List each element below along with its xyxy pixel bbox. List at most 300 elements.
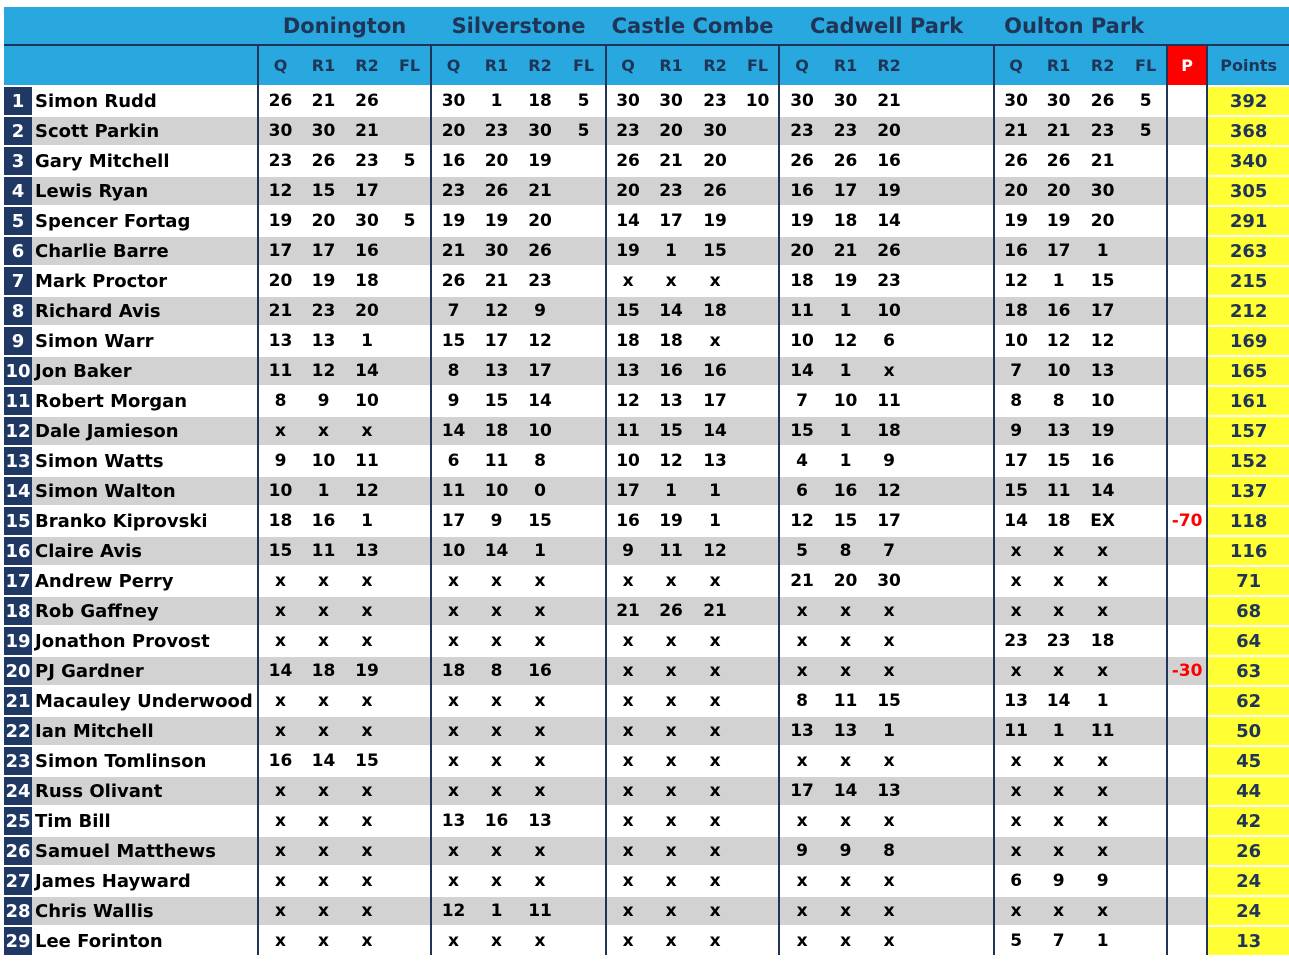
donington-result-cell: x [302,716,345,746]
castle-combe-result-cell [737,236,779,266]
cadwell-park-result-cell: 10 [824,386,867,416]
donington-result-cell: 11 [258,356,302,386]
castle-combe-result-cell [737,566,779,596]
silverstone-result-cell: 1 [475,896,518,926]
points-cell: 44 [1207,776,1289,806]
table-row [4,926,1289,955]
silverstone-result-cell: 23 [431,176,475,206]
castle-combe-result-cell [737,866,779,896]
castle-combe-result-cell: x [693,716,737,746]
oulton-park-result-cell: 14 [1037,686,1080,716]
silverstone-result-cell: 15 [431,326,475,356]
castle-combe-result-cell: x [649,746,693,776]
oulton-park-result-cell: 1 [1080,926,1125,955]
donington-result-cell: x [302,806,345,836]
castle-combe-result-cell [737,686,779,716]
penalty-cell [1167,716,1207,746]
donington-result-cell: 13 [258,326,302,356]
oulton-park-result-cell: x [1080,536,1125,566]
oulton-park-result-cell: 19 [1037,206,1080,236]
oulton-park-result-cell: 23 [1080,116,1125,146]
cadwell-park-blank-cell [911,206,994,236]
position-cell: 1 [4,86,32,116]
cadwell-park-result-cell: 21 [779,566,824,596]
standings-table [4,7,1289,955]
points-cell: 263 [1207,236,1289,266]
donington-result-cell [389,176,431,206]
donington-result-cell: 17 [345,176,389,206]
penalty-cell [1167,206,1207,236]
oulton-park-result-cell: x [1080,656,1125,686]
col-donington-q: Q [258,45,302,86]
castle-combe-result-cell: 17 [606,476,649,506]
castle-combe-result-cell: 13 [606,356,649,386]
driver-name-cell: Scott Parkin [32,116,258,146]
donington-result-cell: x [258,716,302,746]
penalty-cell [1167,176,1207,206]
cadwell-park-result-cell: 19 [779,206,824,236]
silverstone-result-cell: x [431,596,475,626]
silverstone-result-cell: x [475,716,518,746]
castle-combe-result-cell: x [693,746,737,776]
col-cadwell-q: Q [779,45,824,86]
cadwell-park-blank-cell [911,386,994,416]
castle-combe-result-cell: 13 [693,446,737,476]
penalty-cell [1167,836,1207,866]
cadwell-park-result-cell: 20 [824,566,867,596]
cadwell-park-result-cell: 17 [824,176,867,206]
position-cell: 17 [4,566,32,596]
points-cell: 169 [1207,326,1289,356]
oulton-park-result-cell: 30 [994,86,1037,116]
oulton-park-result-cell [1125,926,1167,955]
silverstone-result-cell: x [518,566,562,596]
oulton-park-result-cell: 18 [1037,506,1080,536]
oulton-park-result-cell: 16 [1080,446,1125,476]
cadwell-park-result-cell: 15 [867,686,911,716]
cadwell-park-result-cell: 1 [824,356,867,386]
cadwell-park-blank-cell [911,416,994,446]
donington-result-cell [389,446,431,476]
castle-combe-result-cell: 18 [693,296,737,326]
driver-name-cell: Rob Gaffney [32,596,258,626]
castle-combe-result-cell: x [606,566,649,596]
oulton-park-result-cell: 14 [1080,476,1125,506]
oulton-park-result-cell: x [1037,806,1080,836]
donington-result-cell: x [258,566,302,596]
donington-result-cell: x [345,926,389,955]
donington-result-cell: 19 [258,206,302,236]
donington-result-cell: 26 [258,86,302,116]
track-silverstone: Silverstone [431,7,606,45]
cadwell-park-result-cell: 26 [779,146,824,176]
table-row [4,656,1289,686]
col-silverstone-q: Q [431,45,475,86]
oulton-park-result-cell: 20 [1037,176,1080,206]
castle-combe-result-cell: 14 [693,416,737,446]
donington-result-cell: x [258,776,302,806]
donington-result-cell: 16 [258,746,302,776]
position-cell: 15 [4,506,32,536]
points-cell: 305 [1207,176,1289,206]
oulton-park-result-cell [1125,266,1167,296]
silverstone-result-cell: 23 [518,266,562,296]
donington-result-cell: x [258,686,302,716]
track-donington: Donington [258,7,431,45]
oulton-park-result-cell: x [994,566,1037,596]
castle-combe-result-cell: 11 [649,536,693,566]
col-oulton-q: Q [994,45,1037,86]
position-cell: 9 [4,326,32,356]
donington-result-cell: 9 [302,386,345,416]
castle-combe-result-cell: x [649,806,693,836]
silverstone-result-cell: x [475,596,518,626]
castle-combe-result-cell: 12 [606,386,649,416]
silverstone-result-cell: x [518,596,562,626]
donington-result-cell [389,896,431,926]
donington-result-cell: x [302,866,345,896]
cadwell-park-blank-cell [911,836,994,866]
oulton-park-result-cell: 10 [1080,386,1125,416]
castle-combe-result-cell: x [606,656,649,686]
donington-result-cell [389,596,431,626]
points-cell: 291 [1207,206,1289,236]
cadwell-park-blank-cell [911,806,994,836]
silverstone-result-cell [562,416,606,446]
donington-result-cell: 11 [345,446,389,476]
table-row [4,116,1289,146]
castle-combe-result-cell: 26 [606,146,649,176]
donington-result-cell [389,386,431,416]
silverstone-result-cell: x [518,746,562,776]
donington-result-cell [389,776,431,806]
castle-combe-result-cell: x [693,266,737,296]
penalty-cell [1167,806,1207,836]
oulton-park-result-cell [1125,296,1167,326]
oulton-park-result-cell: 17 [1080,296,1125,326]
donington-result-cell [389,566,431,596]
cadwell-park-blank-cell [911,536,994,566]
oulton-park-result-cell: x [1080,566,1125,596]
donington-result-cell [389,116,431,146]
cadwell-park-result-cell: x [779,866,824,896]
donington-result-cell: 14 [302,746,345,776]
donington-result-cell [389,746,431,776]
donington-result-cell: 1 [345,326,389,356]
oulton-park-result-cell [1125,866,1167,896]
donington-result-cell: 26 [302,146,345,176]
driver-name-cell: Simon Watts [32,446,258,476]
oulton-park-result-cell: x [1037,776,1080,806]
silverstone-result-cell [562,596,606,626]
cadwell-park-result-cell: x [867,746,911,776]
cadwell-park-blank-cell [911,926,994,955]
col-oulton-fl: FL [1125,45,1167,86]
penalty-cell [1167,896,1207,926]
column-header-row [4,45,1289,86]
driver-name-cell: Charlie Barre [32,236,258,266]
silverstone-result-cell [562,506,606,536]
silverstone-result-cell: 12 [431,896,475,926]
silverstone-result-cell: x [475,926,518,955]
donington-result-cell: 15 [302,176,345,206]
castle-combe-result-cell [737,716,779,746]
oulton-park-result-cell: 23 [994,626,1037,656]
driver-name-cell: Simon Tomlinson [32,746,258,776]
position-cell: 13 [4,446,32,476]
donington-result-cell: 30 [258,116,302,146]
castle-combe-result-cell: 10 [737,86,779,116]
donington-result-cell: x [302,776,345,806]
donington-result-cell: 8 [258,386,302,416]
driver-name-cell: PJ Gardner [32,656,258,686]
castle-combe-result-cell: 21 [649,146,693,176]
cadwell-park-blank-cell [911,626,994,656]
penalty-cell [1167,536,1207,566]
oulton-park-result-cell: 20 [994,176,1037,206]
silverstone-result-cell: 16 [518,656,562,686]
oulton-park-result-cell [1125,146,1167,176]
oulton-park-result-cell: 13 [994,686,1037,716]
table-row [4,146,1289,176]
silverstone-result-cell: x [431,926,475,955]
oulton-park-result-cell [1125,356,1167,386]
driver-name-cell: Russ Olivant [32,776,258,806]
penalty-cell: -30 [1167,656,1207,686]
cadwell-park-result-cell: x [824,746,867,776]
cadwell-park-result-cell: 21 [867,86,911,116]
silverstone-result-cell: x [518,626,562,656]
castle-combe-result-cell: x [693,806,737,836]
silverstone-result-cell: x [518,716,562,746]
cadwell-park-result-cell: 20 [867,116,911,146]
castle-combe-result-cell: 20 [649,116,693,146]
oulton-park-result-cell: 8 [1037,386,1080,416]
castle-combe-result-cell: 21 [606,596,649,626]
oulton-park-result-cell [1125,506,1167,536]
cadwell-park-result-cell: 23 [779,116,824,146]
castle-combe-result-cell [737,386,779,416]
col-oulton-r1: R1 [1037,45,1080,86]
position-cell: 20 [4,656,32,686]
castle-combe-result-cell: x [649,896,693,926]
silverstone-result-cell: 20 [431,116,475,146]
cadwell-park-result-cell: x [779,746,824,776]
silverstone-result-cell: x [431,716,475,746]
track-castle-combe: Castle Combe [606,7,779,45]
points-cell: 63 [1207,656,1289,686]
track-cadwell-park: Cadwell Park [779,7,994,45]
castle-combe-result-cell: 15 [606,296,649,326]
silverstone-result-cell: 23 [475,116,518,146]
donington-result-cell: 10 [345,386,389,416]
driver-name-cell: Branko Kiprovski [32,506,258,536]
col-castle-r2: R2 [693,45,737,86]
position-cell: 11 [4,386,32,416]
driver-name-cell: Ian Mitchell [32,716,258,746]
silverstone-result-cell [562,806,606,836]
silverstone-result-cell [562,836,606,866]
cadwell-park-blank-cell [911,236,994,266]
points-cell: 152 [1207,446,1289,476]
silverstone-result-cell: 12 [475,296,518,326]
donington-result-cell: x [302,626,345,656]
donington-result-cell: x [302,566,345,596]
silverstone-result-cell: 0 [518,476,562,506]
oulton-park-result-cell: 5 [994,926,1037,955]
cadwell-park-result-cell: 30 [867,566,911,596]
silverstone-result-cell: x [518,866,562,896]
silverstone-result-cell: 15 [475,386,518,416]
cadwell-park-result-cell: 23 [867,266,911,296]
oulton-park-result-cell: x [1080,806,1125,836]
donington-result-cell: x [302,926,345,955]
points-cell: 116 [1207,536,1289,566]
castle-combe-result-cell: x [606,746,649,776]
donington-result-cell: x [345,716,389,746]
oulton-park-result-cell: 11 [994,716,1037,746]
silverstone-result-cell: 11 [475,446,518,476]
silverstone-result-cell: 1 [518,536,562,566]
cadwell-park-result-cell: 9 [824,836,867,866]
donington-result-cell: x [258,626,302,656]
oulton-park-result-cell: 16 [994,236,1037,266]
oulton-park-result-cell: 18 [994,296,1037,326]
cadwell-park-blank-cell [911,446,994,476]
points-cell: 137 [1207,476,1289,506]
donington-result-cell: 30 [345,206,389,236]
castle-combe-result-cell: 21 [693,596,737,626]
cadwell-park-result-cell: x [779,596,824,626]
cadwell-park-result-cell: x [867,626,911,656]
cadwell-park-result-cell: x [779,626,824,656]
silverstone-result-cell: 9 [431,386,475,416]
cadwell-park-result-cell: 19 [824,266,867,296]
castle-combe-result-cell: x [649,566,693,596]
col-donington-fl: FL [389,45,431,86]
castle-combe-result-cell: 15 [649,416,693,446]
castle-combe-result-cell: 12 [649,446,693,476]
oulton-park-result-cell [1125,206,1167,236]
penalty-cell [1167,86,1207,116]
donington-result-cell: 16 [302,506,345,536]
driver-name-cell: Samuel Matthews [32,836,258,866]
silverstone-result-cell: 17 [475,326,518,356]
silverstone-result-cell: x [475,776,518,806]
donington-result-cell: x [302,896,345,926]
points-cell: 161 [1207,386,1289,416]
castle-combe-result-cell: 30 [649,86,693,116]
silverstone-result-cell: 20 [518,206,562,236]
donington-result-cell: 23 [302,296,345,326]
castle-combe-result-cell: x [693,326,737,356]
donington-result-cell: x [258,806,302,836]
cadwell-park-result-cell: 1 [867,716,911,746]
cadwell-park-result-cell: 23 [824,116,867,146]
silverstone-result-cell: 14 [431,416,475,446]
donington-result-cell [389,806,431,836]
silverstone-result-cell: x [475,866,518,896]
position-cell: 4 [4,176,32,206]
donington-result-cell: 15 [258,536,302,566]
silverstone-result-cell: 21 [475,266,518,296]
table-row [4,686,1289,716]
oulton-park-result-cell: 1 [1037,716,1080,746]
silverstone-result-cell: 1 [475,86,518,116]
oulton-park-result-cell: x [1080,746,1125,776]
oulton-park-result-cell: x [1037,566,1080,596]
penalty-cell [1167,866,1207,896]
cadwell-park-blank-cell [911,686,994,716]
castle-combe-result-cell: x [649,686,693,716]
position-cell: 7 [4,266,32,296]
col-castle-r1: R1 [649,45,693,86]
cadwell-park-result-cell: 10 [867,296,911,326]
donington-result-cell: x [302,686,345,716]
cadwell-park-result-cell: x [867,866,911,896]
castle-combe-result-cell: x [693,776,737,806]
silverstone-result-cell: 20 [475,146,518,176]
castle-combe-result-cell [737,296,779,326]
oulton-park-result-cell: x [994,776,1037,806]
castle-combe-result-cell: x [649,626,693,656]
table-row [4,896,1289,926]
cadwell-park-blank-cell [911,656,994,686]
oulton-park-result-cell: x [994,746,1037,776]
oulton-park-result-cell: 10 [994,326,1037,356]
oulton-park-result-cell [1125,386,1167,416]
col-donington-r2: R2 [345,45,389,86]
donington-result-cell [389,476,431,506]
cadwell-park-result-cell: 16 [867,146,911,176]
col-castle-fl: FL [737,45,779,86]
table-row [4,806,1289,836]
donington-result-cell: x [302,836,345,866]
silverstone-result-cell: 26 [431,266,475,296]
driver-name-cell: Jon Baker [32,356,258,386]
castle-combe-result-cell: 23 [693,86,737,116]
points-cell: 42 [1207,806,1289,836]
cadwell-park-result-cell: 11 [867,386,911,416]
position-cell: 3 [4,146,32,176]
donington-result-cell: 18 [345,266,389,296]
donington-result-cell: 23 [345,146,389,176]
cadwell-park-result-cell: 15 [824,506,867,536]
points-cell: 50 [1207,716,1289,746]
donington-result-cell: x [302,416,345,446]
castle-combe-result-cell: x [606,716,649,746]
oulton-park-result-cell [1125,596,1167,626]
cadwell-park-result-cell: 8 [824,536,867,566]
oulton-park-result-cell [1125,626,1167,656]
castle-combe-result-cell [737,326,779,356]
oulton-park-result-cell [1125,776,1167,806]
silverstone-result-cell: 18 [431,656,475,686]
points-cell: 13 [1207,926,1289,955]
castle-combe-result-cell: x [606,866,649,896]
silverstone-result-cell [562,746,606,776]
castle-combe-result-cell: 12 [693,536,737,566]
penalty-cell [1167,686,1207,716]
castle-combe-result-cell: 14 [606,206,649,236]
oulton-park-result-cell: 15 [1080,266,1125,296]
donington-result-cell: 18 [302,656,345,686]
cadwell-park-blank-cell [911,866,994,896]
cadwell-park-result-cell: 16 [824,476,867,506]
cadwell-park-blank-cell [911,266,994,296]
driver-name-cell: Chris Wallis [32,896,258,926]
donington-result-cell [389,416,431,446]
